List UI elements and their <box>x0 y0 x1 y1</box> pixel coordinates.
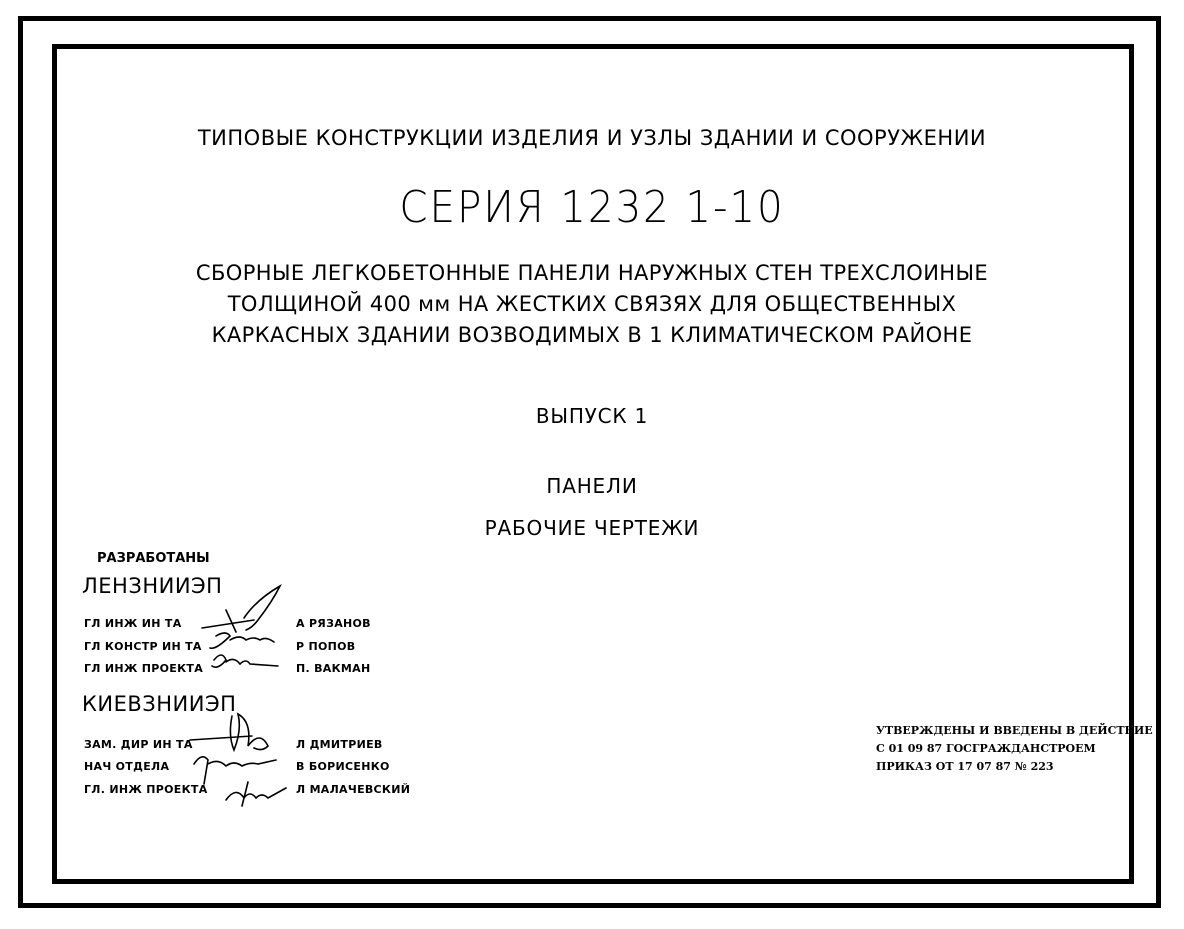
staff-position: ГЛ КОНСТР ИН ТА <box>84 640 202 653</box>
staff-position: ГЛ. ИНЖ ПРОЕКТА <box>84 783 208 796</box>
signatures-group-2 <box>182 706 294 818</box>
approval-line: ПРИКАЗ ОТ 17 07 87 № 223 <box>876 760 1054 773</box>
developed-label: РАЗРАБОТАНЫ <box>97 551 210 566</box>
description <box>0 258 1184 351</box>
staff-position: НАЧ ОТДЕЛА <box>84 760 170 773</box>
issue-number: ВЫПУСК 1 <box>535 404 649 428</box>
approval-block <box>876 722 1153 776</box>
staff-name: Р ПОПОВ <box>296 640 356 653</box>
staff-position: ГЛ ИНЖ ПРОЕКТА <box>84 662 204 675</box>
series-title: СЕРИЯ 1232 1-10 <box>399 182 785 233</box>
staff-name: В БОРИСЕНКО <box>296 760 390 773</box>
signature <box>210 633 274 648</box>
signatures-group-1 <box>196 580 296 680</box>
staff-name: Л ДМИТРИЕВ <box>296 738 383 751</box>
description-line: ТОЛЩИНОЙ 400 мм НА ЖЕСТКИХ СВЯЗЯХ ДЛЯ ОБЩЕСТВЕННЫХ <box>227 292 957 316</box>
org-name: КИЕВЗНИИЭП <box>82 692 237 716</box>
document-header: ТИПОВЫЕ КОНСТРУКЦИИ ИЗДЕЛИЯ И УЗЛЫ ЗДАНИИ И СООРУЖЕНИИ <box>197 126 987 150</box>
staff-name: П. ВАКМАН <box>296 662 371 675</box>
staff-name: А РЯЗАНОВ <box>296 617 371 630</box>
signature <box>190 714 268 750</box>
approval-line: С 01 09 87 ГОСГРАЖДАНСТРОЕМ <box>876 742 1096 755</box>
description-line: СБОРНЫЕ ЛЕГКОБЕТОННЫЕ ПАНЕЛИ НАРУЖНЫХ СТЕН ТРЕХСЛОИНЫЕ <box>195 261 989 285</box>
drawings-title: РАБОЧИЕ ЧЕРТЕЖИ <box>484 516 700 540</box>
approval-line: УТВЕРЖДЕНЫ И ВВЕДЕНЫ В ДЕЙСТВИЕ <box>876 724 1153 737</box>
signature <box>226 782 286 806</box>
description-line: КАРКАСНЫХ ЗДАНИИ ВОЗВОДИМЫХ В 1 КЛИМАТИЧЕСКОМ РАЙОНЕ <box>211 323 973 347</box>
org-name: ЛЕНЗНИИЭП <box>82 574 223 598</box>
signature <box>202 586 280 632</box>
signature <box>212 655 278 667</box>
staff-position: ЗАМ. ДИР ИН ТА <box>84 738 193 751</box>
signature <box>194 757 276 784</box>
staff-position: ГЛ ИНЖ ИН ТА <box>84 617 182 630</box>
staff-name: Л МАЛАЧЕВСКИЙ <box>296 783 411 796</box>
subject-title: ПАНЕЛИ <box>546 474 638 498</box>
